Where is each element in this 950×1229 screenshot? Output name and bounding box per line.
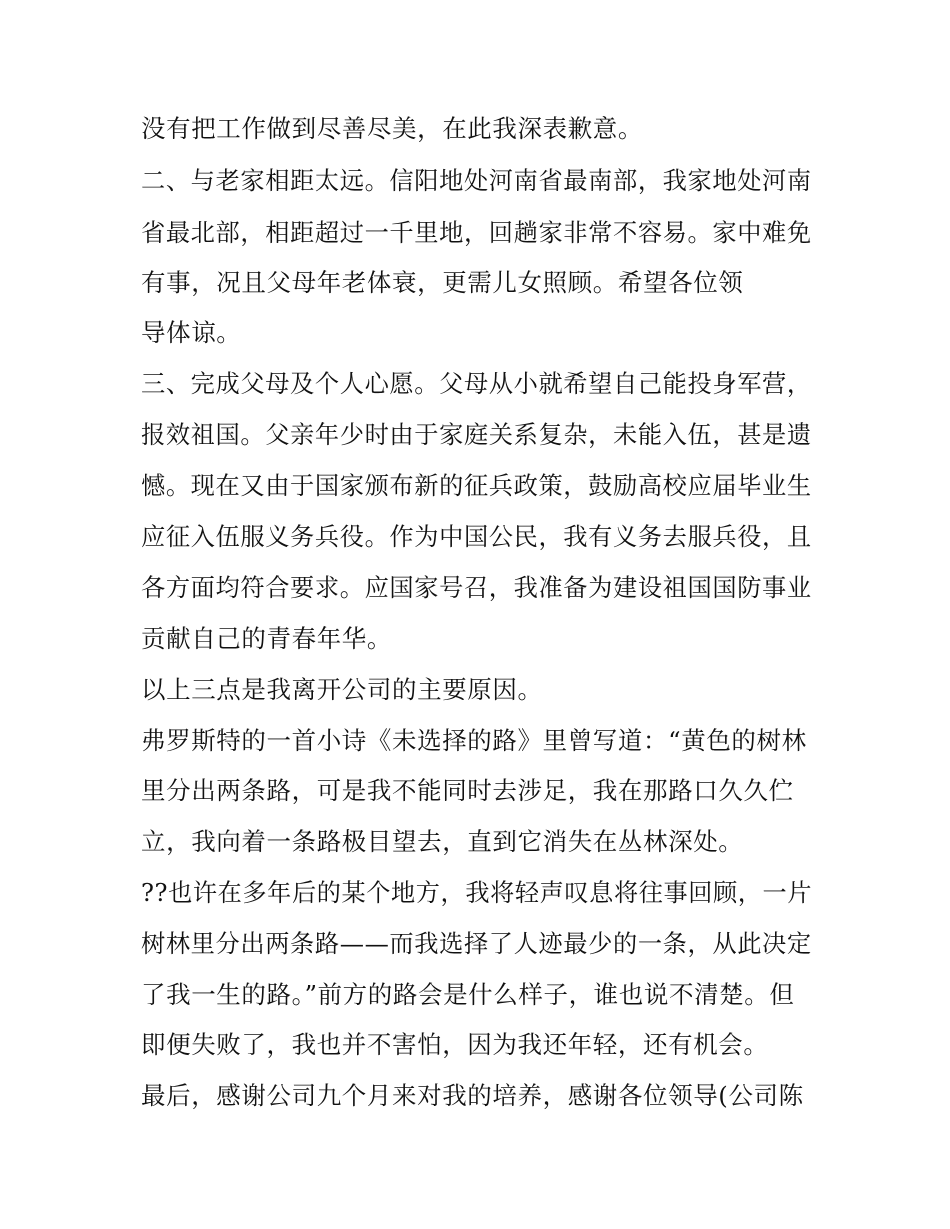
text-line: 最后，感谢公司九个月来对我的培养，感谢各位领导(公司陈: [141, 1081, 804, 1110]
text-line: 各方面均符合要求。应国家号召，我准备为建设祖国国防事业: [141, 573, 812, 602]
text-line: 省最北部，相距超过一千里地，回趟家非常不容易。家中难免: [141, 218, 812, 247]
text-line: 导体谅。: [141, 318, 242, 347]
text-line: 贡献自己的青春年华。: [141, 624, 392, 653]
text-line: 立，我向着一条路极目望去，直到它消失在丛林深处。: [141, 827, 744, 856]
text-line: ??也许在多年后的某个地方，我将轻声叹息将往事回顾，一片: [141, 878, 813, 907]
text-line: 树林里分出两条路——而我选择了人迹最少的一条，从此决定: [141, 929, 812, 958]
text-line: 了我一生的路。”前方的路会是什么样子，谁也说不清楚。但: [141, 980, 795, 1009]
text-line: 二、与老家相距太远。信阳地处河南省最南部，我家地处河南: [141, 166, 812, 195]
text-line: 憾。现在又由于国家颁布新的征兵政策，鼓励高校应届毕业生: [141, 471, 812, 500]
text-line: 没有把工作做到尽善尽美，在此我深表歉意。: [141, 114, 643, 143]
text-line: 弗罗斯特的一首小诗《未选择的路》里曾写道：“黄色的树林: [141, 726, 807, 755]
text-line: 里分出两条路，可是我不能同时去涉足，我在那路口久久伫: [141, 776, 794, 805]
text-line: 即便失败了，我也并不害怕，因为我还年轻，还有机会。: [141, 1030, 769, 1059]
text-line: 以上三点是我离开公司的主要原因。: [141, 675, 543, 704]
text-line: 三、完成父母及个人心愿。父母从小就希望自己能投身军营，: [141, 369, 812, 398]
text-line: 应征入伍服义务兵役。作为中国公民，我有义务去服兵役，且: [141, 522, 812, 551]
text-line: 报效祖国。父亲年少时由于家庭关系复杂，未能入伍，甚是遗: [141, 420, 812, 449]
text-line: 有事，况且父母年老体衰，更需儿女照顾。希望各位领: [141, 268, 744, 297]
